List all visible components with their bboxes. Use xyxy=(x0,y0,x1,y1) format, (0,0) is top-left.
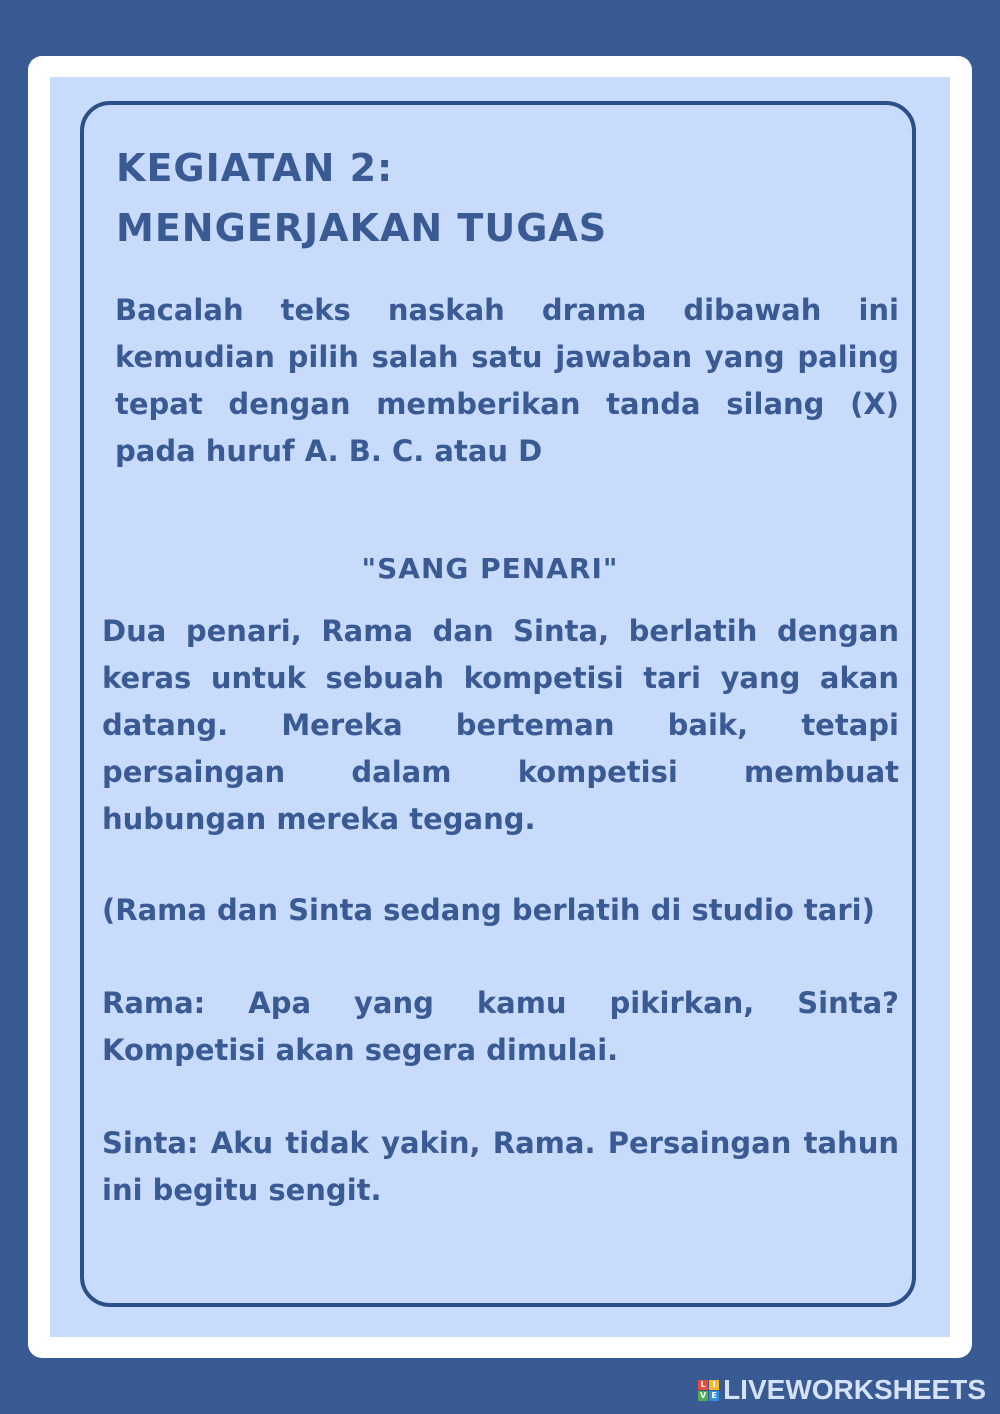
story-stage-direction: (Rama dan Sinta sedang berlatih di studio tari) xyxy=(102,893,875,927)
activity-heading xyxy=(116,138,607,258)
liveworksheets-logo-text: LIVEWORKSHEETS xyxy=(723,1374,986,1405)
liveworksheets-logo-icon: L I V E xyxy=(698,1380,719,1401)
story-paragraph-intro: Dua penari, Rama dan Sinta, berlatih dengan keras untuk sebuah kompetisi tari yang akan datang. Mereka berteman baik, tetapi persaingan dalam kompetisi membuat hubungan mereka tegang. xyxy=(102,614,899,836)
instructions-text: Bacalah teks naskah drama dibawah ini kemudian pilih salah satu jawaban yang paling tepat dengan memberikan tanda silang (X) pada huruf A. B. C. atau D xyxy=(115,293,899,468)
heading-line-2: MENGERJAKAN TUGAS xyxy=(116,206,608,250)
heading-line-1: KEGIATAN 2: xyxy=(116,146,394,190)
story-dialogue-rama: Rama: Apa yang kamu pikirkan, Sinta? Kompetisi akan segera dimulai. xyxy=(102,986,899,1067)
story-dialogue-sinta: Sinta: Aku tidak yakin, Rama. Persaingan tahun ini begitu sengit. xyxy=(102,1126,899,1207)
liveworksheets-logo xyxy=(698,1374,986,1406)
story-title: "SANG PENARI" xyxy=(361,552,619,585)
